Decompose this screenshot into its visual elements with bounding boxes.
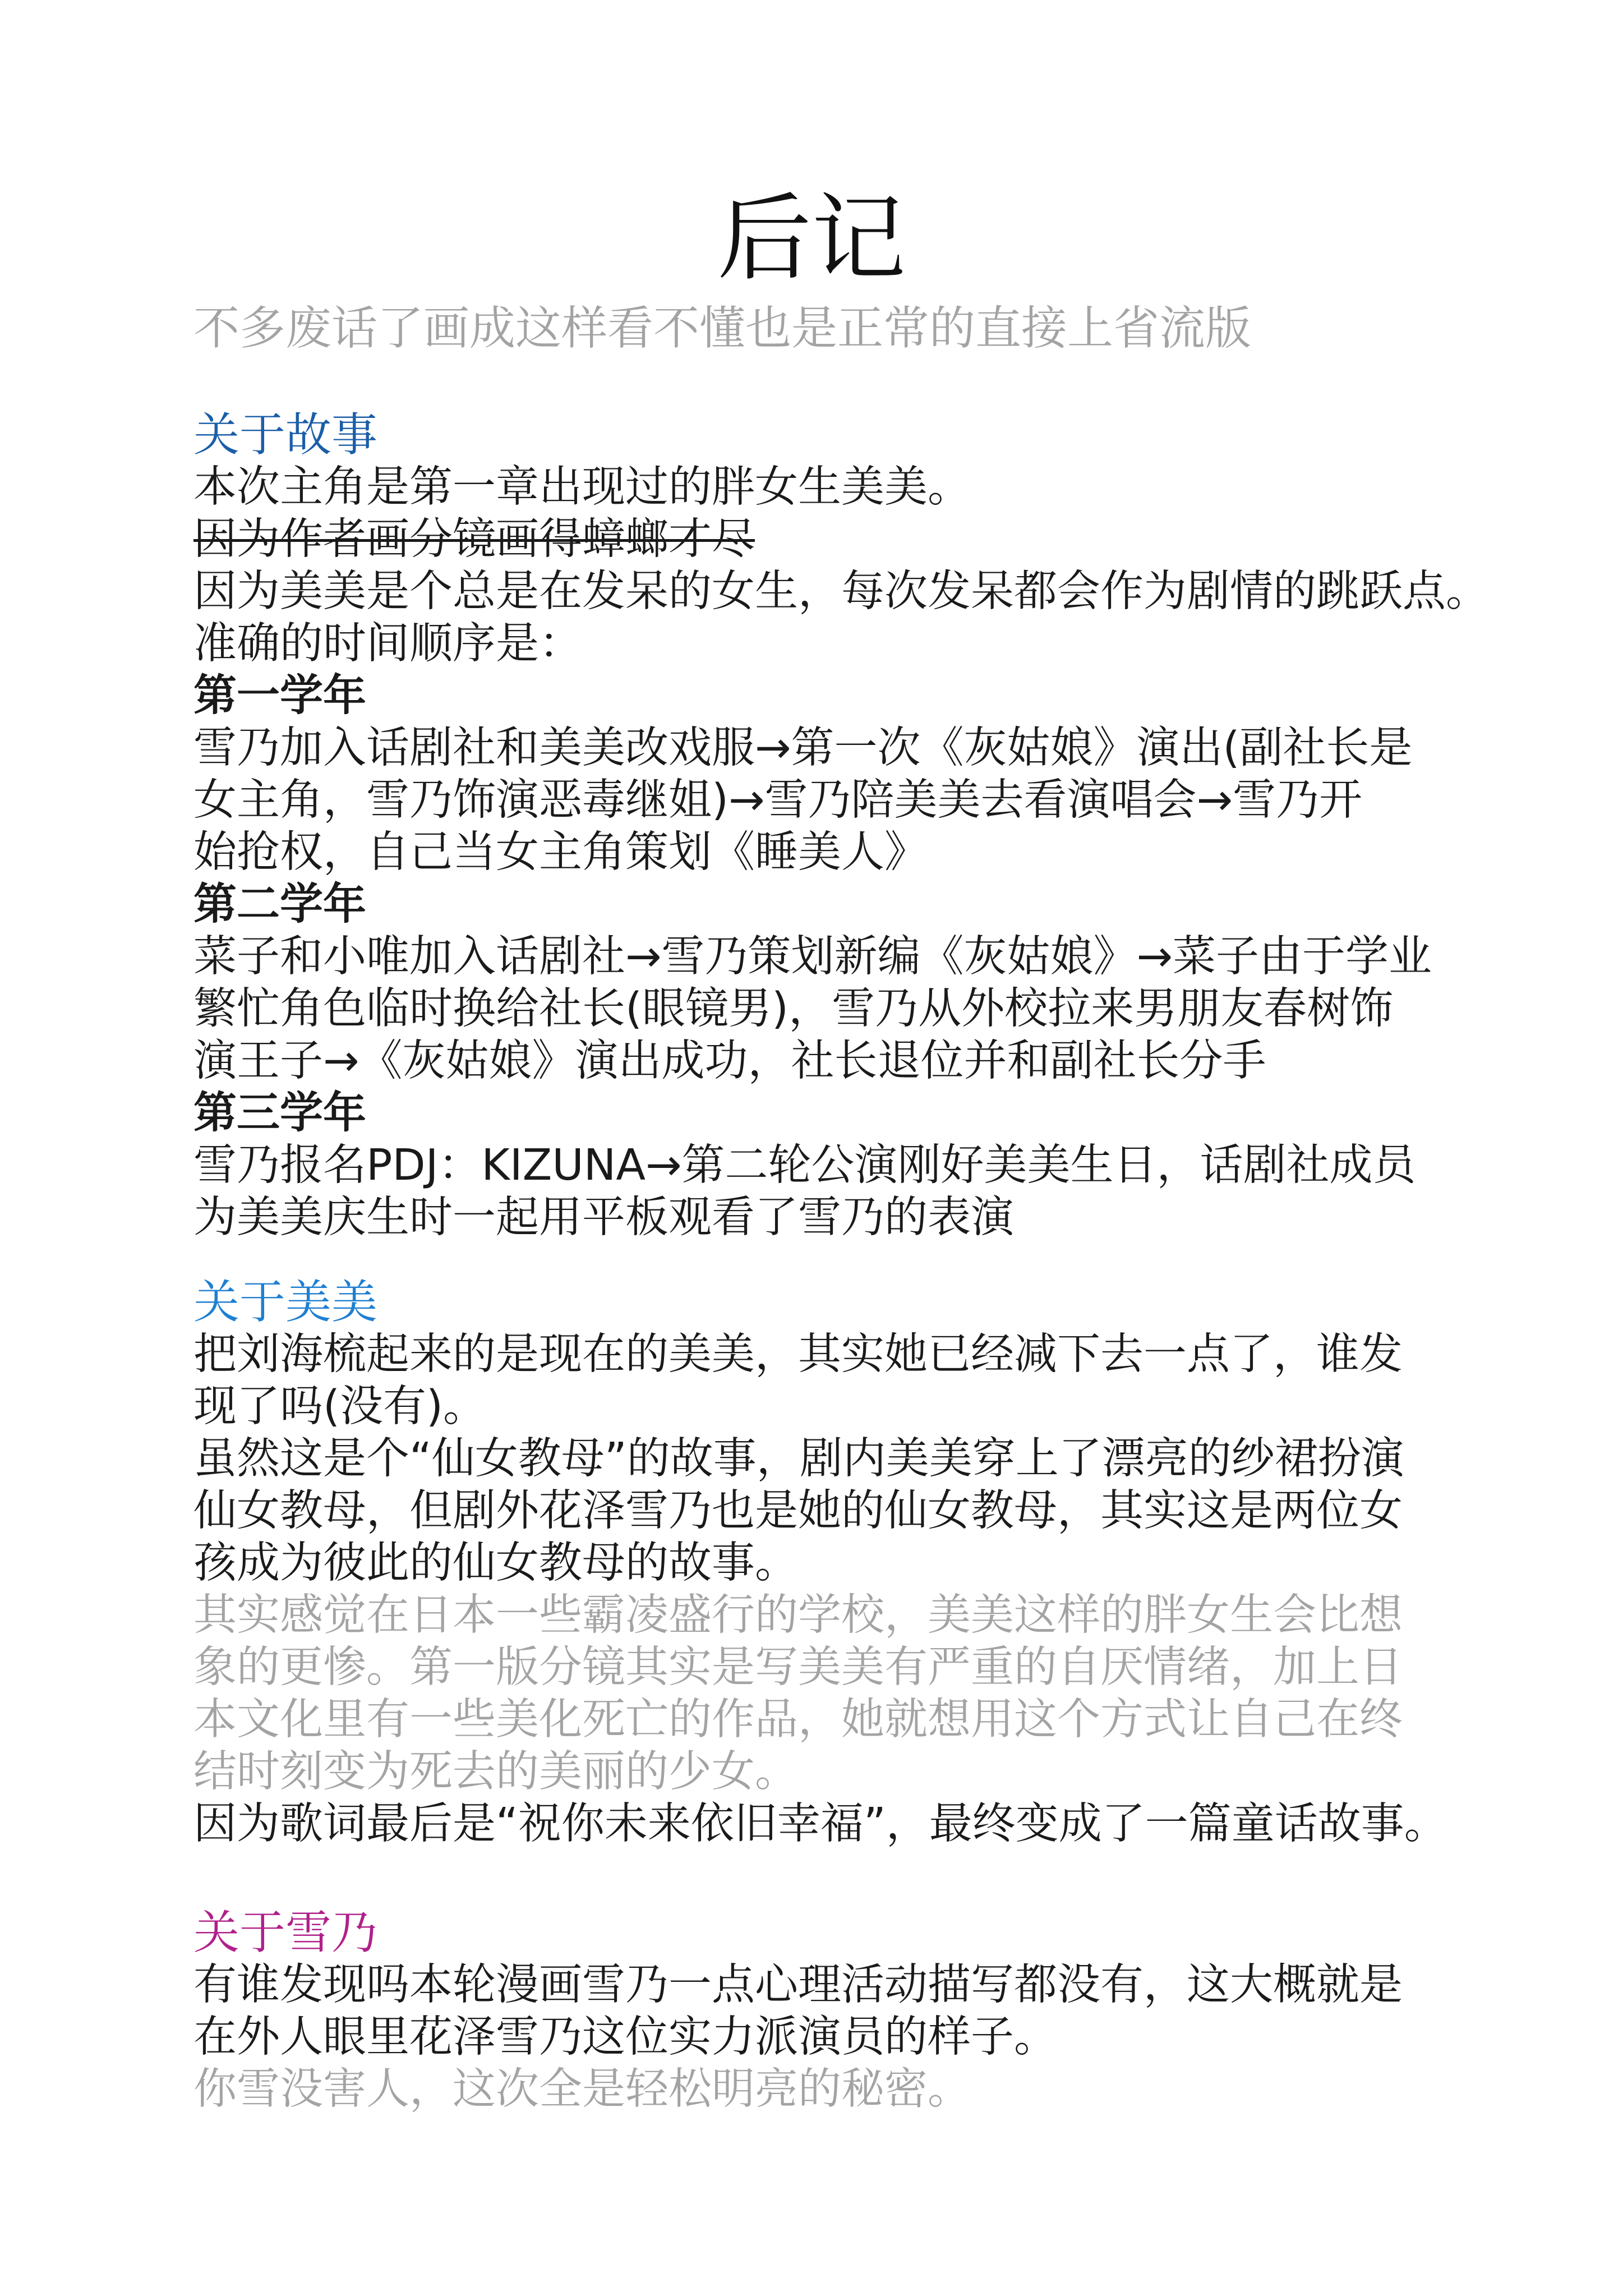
year-label-first: 第一学年 [193, 671, 366, 721]
year-label-third: 第三学年 [193, 1088, 366, 1138]
meimei-line-gray: 本文化里有一些美化死亡的作品，她就想用这个方式让自己在终 [193, 1695, 1403, 1745]
story-line-strikethrough: 因为作者画分镜画得蟑螂才尽 [193, 514, 755, 564]
meimei-line-gray: 结时刻变为死去的美丽的少女。 [193, 1747, 798, 1797]
section-story [193, 408, 1489, 1244]
story-line: 繁忙角色临时换给社长(眼镜男)，雪乃从外校拉来男朋友春树饰 [193, 984, 1394, 1034]
story-line: 女主角，雪乃饰演恶毒继姐)→雪乃陪美美去看演唱会→雪乃开 [193, 775, 1363, 825]
section-heading-story: 关于故事 [193, 408, 378, 462]
section-heading-meimei: 关于美美 [193, 1276, 378, 1329]
section-yukino [193, 1907, 1483, 2115]
story-line: 为美美庆生时一起用平板观看了雪乃的表演 [193, 1193, 1014, 1243]
story-line: 始抢权，自己当女主角策划《睡美人》 [193, 827, 928, 877]
story-line: 菜子和小唯加入话剧社→雪乃策划新编《灰姑娘》→菜子由于学业 [193, 932, 1432, 982]
page-title: 后记 [717, 183, 906, 293]
story-line: 演王子→《灰姑娘》演出成功，社长退位并和副社长分手 [193, 1036, 1266, 1086]
story-line: 雪乃加入话剧社和美美改戏服→第一次《灰姑娘》演出(副社长是 [193, 723, 1413, 773]
yukino-line: 在外人眼里花泽雪乃这位实力派演员的样子。 [193, 2012, 1057, 2062]
meimei-line: 把刘海梳起来的是现在的美美，其实她已经减下去一点了，谁发 [193, 1329, 1403, 1379]
meimei-line: 虽然这是个“仙女教母”的故事，剧内美美穿上了漂亮的纱裙扮演 [193, 1434, 1404, 1484]
story-line: 因为美美是个总是在发呆的女生，每次发呆都会作为剧情的跳跃点。 [193, 567, 1489, 616]
meimei-line: 现了吗(没有)。 [193, 1382, 487, 1432]
meimei-line: 孩成为彼此的仙女教母的故事。 [193, 1538, 798, 1588]
meimei-line: 因为歌词最后是“祝你未来依旧幸福”，最终变成了一篇童话故事。 [193, 1799, 1447, 1849]
meimei-line: 仙女教母，但剧外花泽雪乃也是她的仙女教母，其实这是两位女 [193, 1486, 1403, 1536]
story-line: 雪乃报名PDJ：KIZUNA→第二轮公演刚好美美生日，话剧社成员 [193, 1140, 1416, 1190]
year-label-second: 第二学年 [193, 880, 366, 930]
yukino-line-gray: 你雪没害人，这次全是轻松明亮的秘密。 [193, 2064, 971, 2114]
story-line: 本次主角是第一章出现过的胖女生美美。 [193, 462, 971, 512]
page-subtitle: 不多废话了画成这样看不懂也是正常的直接上省流版 [193, 302, 1252, 355]
section-meimei [193, 1277, 1483, 1850]
meimei-line-gray: 其实感觉在日本一些霸凌盛行的学校，美美这样的胖女生会比想 [193, 1590, 1403, 1640]
meimei-line-gray: 象的更惨。第一版分镜其实是写美美有严重的自厌情绪，加上日 [193, 1642, 1403, 1692]
yukino-line: 有谁发现吗本轮漫画雪乃一点心理活动描写都没有，这大概就是 [193, 1960, 1403, 2010]
story-line: 准确的时间顺序是： [193, 619, 582, 669]
section-heading-yukino: 关于雪乃 [193, 1906, 378, 1959]
